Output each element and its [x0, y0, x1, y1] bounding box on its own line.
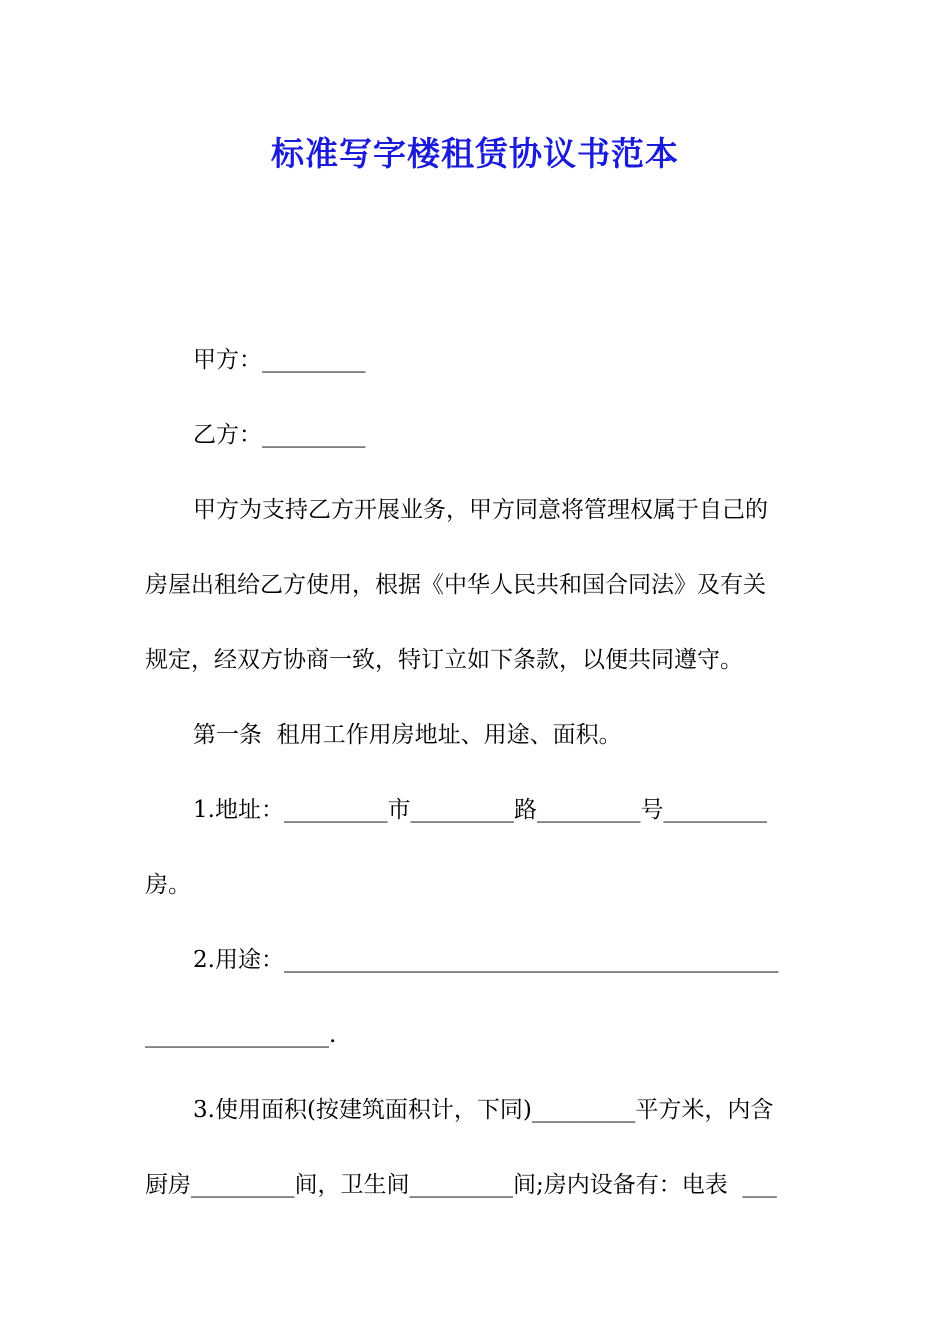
party-a-line: 甲方：_________	[193, 347, 366, 373]
article-heading: 第一条 租用工作用房地址、用途、面积。	[193, 722, 622, 748]
area-line-cont: 厨房_________间，卫生间_________间;房内设备有：电表 ___	[145, 1172, 777, 1198]
usage-line: 2.用途：___________________________________________	[193, 947, 779, 973]
address-line: 1.地址：_________市_________路_________号_________	[193, 797, 767, 823]
area-line: 3.使用面积(按建筑面积计，下同)_________平方米，内含	[193, 1097, 774, 1123]
document-title: 标准写字楼租赁协议书范本	[271, 134, 679, 173]
address-line-cont: 房。	[145, 872, 191, 898]
party-b-line: 乙方：_________	[193, 422, 366, 448]
usage-line-cont: ________________.	[145, 1022, 337, 1048]
paragraph-line: 房屋出租给乙方使用，根据《中华人民共和国合同法》及有关	[145, 572, 766, 598]
paragraph-line: 甲方为支持乙方开展业务，甲方同意将管理权属于自己的	[193, 497, 768, 523]
paragraph-line: 规定，经双方协商一致，特订立如下条款，以便共同遵守。	[145, 647, 743, 673]
